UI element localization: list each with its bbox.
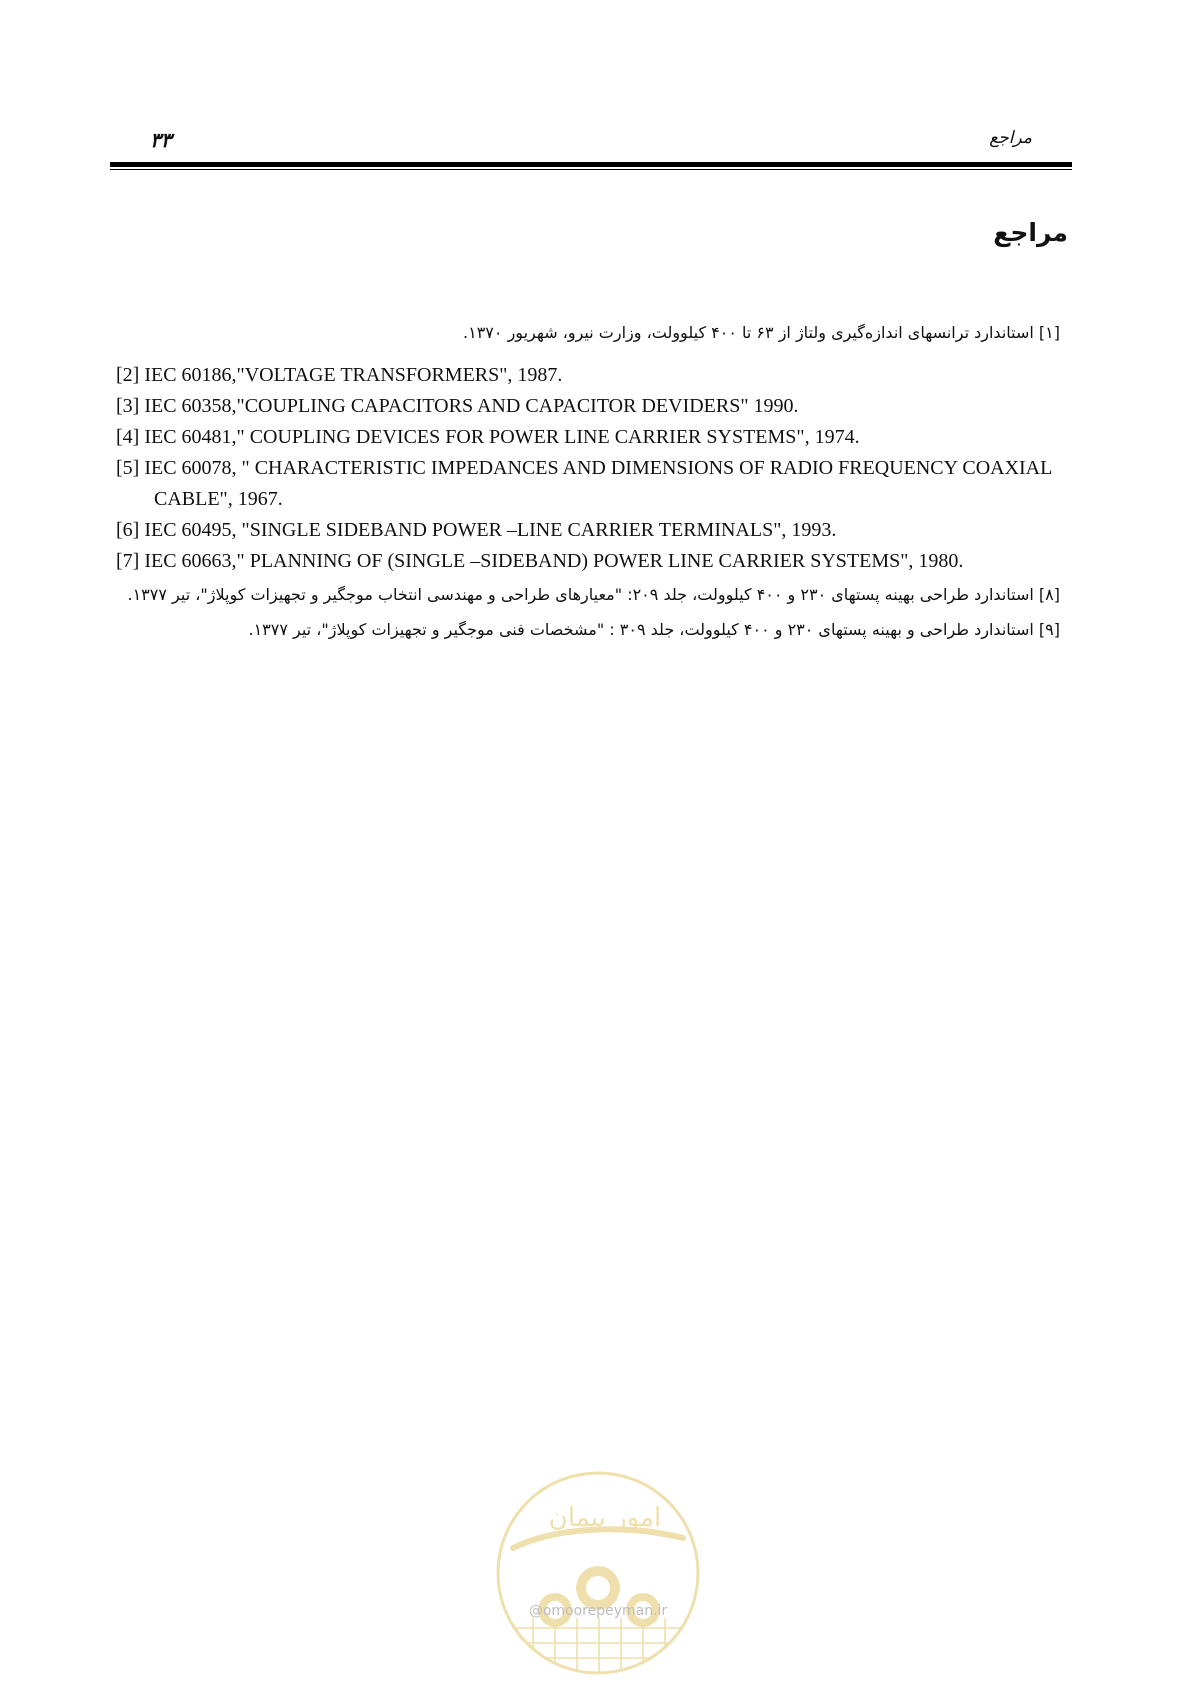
reference-list <box>116 318 1060 645</box>
reference-7: [7] IEC 60663," PLANNING OF (SINGLE –SIDEBAND) POWER LINE CARRIER SYSTEMS", 1980. <box>116 550 964 572</box>
reference-2: [2] IEC 60186,"VOLTAGE TRANSFORMERS", 1987. <box>116 364 563 386</box>
reference-4: [4] IEC 60481," COUPLING DEVICES FOR POWER LINE CARRIER SYSTEMS", 1974. <box>116 426 860 448</box>
reference-1: [۱] استاندارد ترانسهای اندازه‌گیری ولتاژ از ۶۳ تا ۴۰۰ کیلوولت، وزارت نیرو، شهریور ۱۳۷۰. <box>463 323 1060 342</box>
running-title: مراجع <box>989 128 1032 148</box>
section-title: مراجع <box>993 218 1068 247</box>
watermark-logo-text: امور پیمان <box>548 1503 662 1533</box>
running-header <box>110 128 1072 158</box>
watermark-logo-icon <box>493 1468 703 1678</box>
reference-5: [5] IEC 60078, " CHARACTERISTIC IMPEDANCES AND DIMENSIONS OF RADIO FREQUENCY COAXIAL CABLE", 1967. <box>116 457 1052 510</box>
watermark-site: @omoorepeyman.ir <box>528 1603 668 1619</box>
header-rule-thin <box>110 169 1072 170</box>
header-rule-thick <box>110 162 1072 167</box>
reference-8: [۸] استاندارد طراحی بهینه پستهای ۲۳۰ و ۴۰۰ کیلوولت، جلد ۲۰۹: "معیارهای طراحی و مهندسی انتخاب موجگیر و تجهیزات کوپلاژ"، تیر ۱۳۷۷. <box>127 585 1060 604</box>
page-number: ۳۳ <box>150 128 172 152</box>
reference-3: [3] IEC 60358,"COUPLING CAPACITORS AND CAPACITOR DEVIDERS" 1990. <box>116 395 799 417</box>
reference-6: [6] IEC 60495, "SINGLE SIDEBAND POWER –LINE CARRIER TERMINALS", 1993. <box>116 519 837 541</box>
reference-9: [۹] استاندارد طراحی و بهینه پستهای ۲۳۰ و ۴۰۰ کیلوولت، جلد ۳۰۹ : "مشخصات فنی موجگیر و تجهیزات کوپلاژ"، تیر ۱۳۷۷. <box>248 620 1060 639</box>
